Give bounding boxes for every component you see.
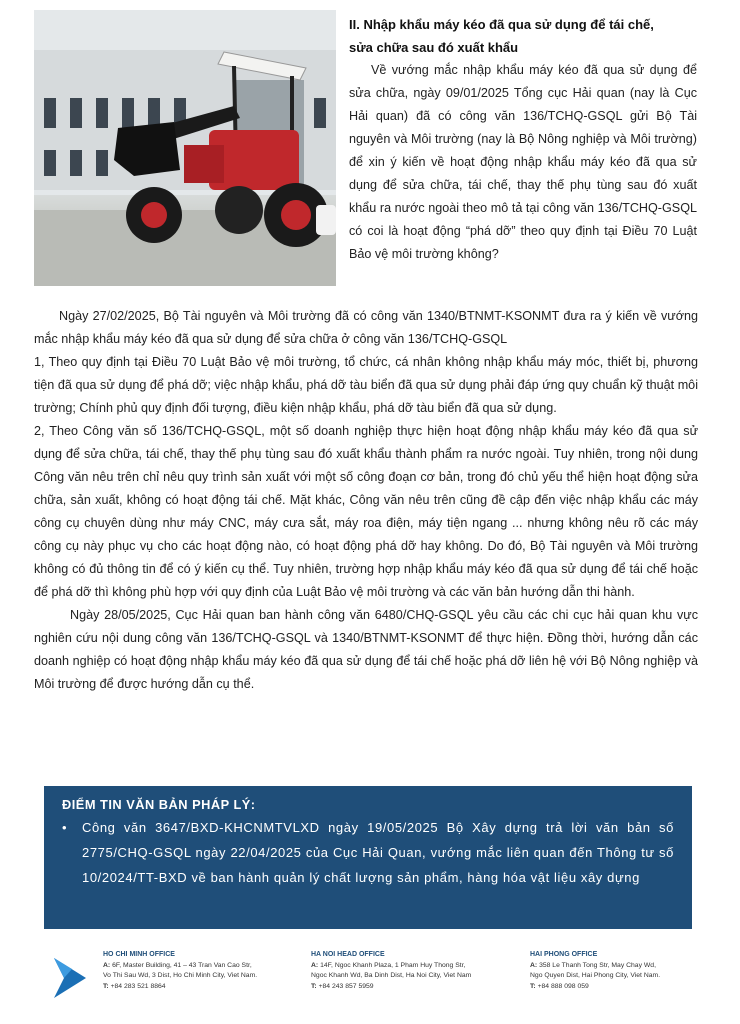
office-hanoi [311,950,471,992]
article-body [34,305,698,696]
footer [0,948,740,1018]
legal-news-title: ĐIỂM TIN VĂN BẢN PHÁP LÝ: [62,797,256,812]
office-name: HO CHI MINH OFFICE [103,951,175,958]
office-phone: T: +84 283 521 8864 [103,982,166,990]
intro-paragraph: Về vướng mắc nhập khẩu máy kéo đã qua sử dụng để sửa chữa, ngày 09/01/2025 Tổng cục Hải quan (nay là Cục Hải quan) đã có công văn 136/TCHQ-GSQL gửi Bộ Tài nguyên và Môi trường (nay là Bộ Nông nghiệp và Môi trường) để xin ý kiến về hoạt động nhập khẩu máy kéo đã qua sử dụng để sửa chữa, tái chế, thay thế phụ tùng sau đó xuất khẩu ra nước ngoài theo mô tả tại công văn 136/TCHQ-GSQL có coi là hoạt động “phá dỡ” theo quy định tại Điều 70 Luật Bảo vệ môi trường không? [349,63,697,261]
tractor-photo [34,10,336,286]
paragraph-1: Ngày 27/02/2025, Bộ Tài nguyên và Môi trường đã có công văn 1340/BTNMT-KSONMT đưa ra ý kiến về vướng mắc nhập khẩu máy kéo đã qua sử dụng để sửa chữa ở công văn 136/TCHQ-GSQL [34,309,698,346]
office-name: HA NOI HEAD OFFICE [311,951,385,958]
office-address-line2: Ngoc Khanh Wd, Ba Dinh Dist, Ha Noi City, Viet Nam [311,972,472,979]
office-address-line2: Vo Thi Sau Wd, 3 Dist, Ho Chi Minh City, Viet Nam. [103,972,258,979]
paragraph-3: 2, Theo Công văn số 136/TCHQ-GSQL, một số doanh nghiệp thực hiện hoạt động nhập khẩu máy kéo đã qua sử dụng để sửa chữa, tái chế, thay thế phụ tùng sau đó xuất khẩu thành phẩm ra nước ngoài. Tuy nhiên, trong nội dung Công văn nêu trên chỉ nêu quy trình sản xuất với một số công đoạn cơ bản, trong đó chủ yếu thể hiện hoạt động sửa chữa, sản xuất, không có hoạt động tái chế. Mặt khác, Công văn nêu trên cũng đề cập đến việc nhập khẩu các máy công cụ chuyên dùng như máy CNC, máy cưa sắt, máy roa điện, máy tiện ngang ... nhưng không nêu rõ các máy công cụ này phục vụ cho các hoạt động nào, có hoạt động phá dỡ hay không. Do đó, Bộ Tài nguyên và Môi trường không có đủ thông tin để có ý kiến cụ thể. Tuy nhiên, trường hợp nhập khẩu máy kéo đã qua sử dụng để tái chế hoặc để phá dỡ thì không phù hợp với quy định của Luật Bảo vệ môi trường và các văn bản hướng dẫn thi hành. [34,424,698,599]
office-haiphong [530,950,660,992]
office-address-line2: Ngo Quyen Dist, Hai Phong City, Viet Nam. [530,972,661,979]
section-intro [349,13,697,266]
heading-line-2: sửa chữa sau đó xuất khẩu [349,40,519,55]
section-heading [349,13,697,59]
legal-news-box [44,786,692,929]
office-hcm [103,950,257,992]
office-name: HAI PHONG OFFICE [530,951,598,958]
office-address-line1: A: 14F, Ngoc Khanh Plaza, 1 Pham Huy Thong Str, [311,961,466,969]
office-phone: T: +84 243 857 5959 [311,982,374,990]
company-logo-icon [52,956,88,1005]
heading-line-1: II. Nhập khẩu máy kéo đã qua sử dụng để tái chế, [349,17,654,32]
legal-news-item [62,815,674,890]
bullet-icon: • [62,820,68,835]
office-phone: T: +84 888 098 059 [530,982,589,990]
office-address-line1: A: 6F, Master Building, 41 – 43 Tran Van Cao Str, [103,961,252,969]
paragraph-4: Ngày 28/05/2025, Cục Hải quan ban hành công văn 6480/CHQ-GSQL yêu cầu các chi cục hải quan khu vực nghiên cứu nội dung công văn 136/TCHQ-GSQL và 1340/BTNMT-KSONMT để thực hiện. Đồng thời, hướng dẫn các doanh nghiệp có hoạt động nhập khẩu máy kéo đã qua sử dụng để tái chế hoặc phá dỡ liên hệ với Bộ Nông nghiệp và Môi trường để được hướng dẫn cụ thể. [34,608,698,691]
legal-news-item-text: Công văn 3647/BXD-KHCNMTVLXD ngày 19/05/2025 Bộ Xây dựng trả lời văn bản số 2775/CHQ-GSQL ngày 22/04/2025 của Cục Hải Quan, vướng mắc liên quan đến Thông tư số 10/2024/TT-BXD về ban hành quản lý chất lượng sản phẩm, hàng hóa vật liệu xây dựng [82,820,674,885]
office-address-line1: A: 358 Le Thanh Tong Str, May Chay Wd, [530,961,656,969]
paragraph-2: 1, Theo quy định tại Điều 70 Luật Bảo vệ môi trường, tổ chức, cá nhân không nhập khẩu máy móc, thiết bị, phương tiện đã qua sử dụng để phá dỡ; việc nhập khẩu, phá dỡ tàu biển đã qua sử dụng phải đáp ứng quy chuẩn kỹ thuật môi trường; Chính phủ quy định đối tượng, điều kiện nhập khẩu, phá dỡ tàu biển đã qua sử dụng. [34,355,698,415]
